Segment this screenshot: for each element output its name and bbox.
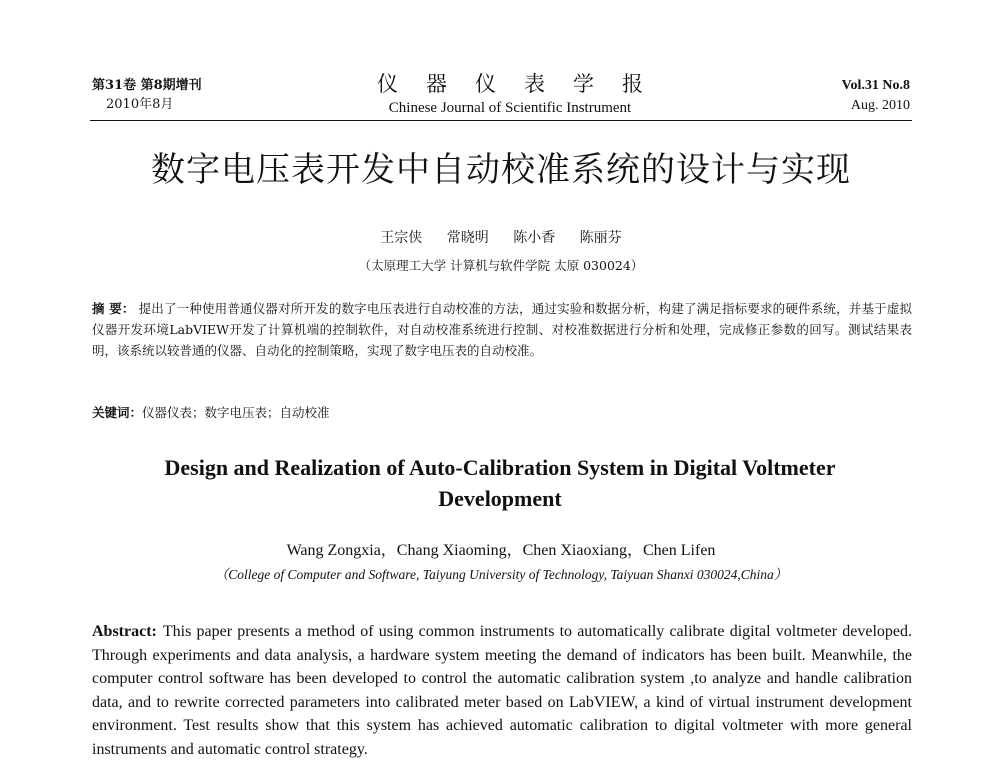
abstract-en-label: Abstract: (92, 623, 157, 640)
abstract-en-text: This paper presents a method of using common instruments to automatically calibrate digital voltmeter developed. Through experiments and data analysis, a hardware system meeting the demand of indicators has been built. Meanwhile, the computer control software has been developed to control the automatic calibration system ,to analyze and handle calibration data, and to rewrite corrected parameters into calibrated meter based on LabVIEW, a kind of virtual instrument development environment. Test results show that this system has achieved automatic calibration to digital voltmeter with more general instruments and automatic control strategy. (92, 623, 912, 758)
authors-cn: 王宗侠 常晓明 陈小香 陈丽芬 (380, 230, 622, 246)
affiliation-en: （College of Computer and Software, Taiyung University of Technology, Taiyuan Shanxi 030024,China） (214, 567, 788, 582)
paper-title-cn: 数字电压表开发中自动校准系统的设计与实现 (151, 150, 851, 190)
volume-en: Vol.31 No.8 (841, 78, 910, 93)
keywords-cn-label: 关键词： (92, 405, 143, 420)
volume-issue-cn: 第31卷 第8期增刊 (92, 78, 202, 93)
keywords-cn-text: 仪器仪表；数字电压表；自动校准 (142, 405, 330, 420)
affiliation-cn: （太原理工大学 计算机与软件学院 太原 030024） (358, 258, 644, 273)
date-en: Aug. 2010 (850, 98, 910, 113)
journal-name-cn: 仪器仪表学报 (377, 72, 671, 96)
journal-issue-en (842, 76, 910, 116)
abstract-cn (92, 298, 912, 361)
journal-name-en: Chinese Journal of Scientific Instrument (388, 100, 632, 116)
paper-title-en: Design and Realization of Auto-Calibration System in Digital Voltmeter Development (164, 455, 836, 511)
keywords-cn (92, 404, 912, 422)
abstract-cn-text: 提出了一种使用普通仪器对所开发的数字电压表进行自动校准的方法，通过实验和数据分析，构建了满足指标要求的硬件系统，并基于虚拟仪器开发环境LabVIEW开发了计算机端的控制软件，对自动校准系统进行控制、对校准数据进行分析和处理，完成修正参数的回写。测试结果表明，该系统以较普通的仪器、自动化的控制策略，实现了数字电压表的自动校准。 (92, 301, 912, 358)
authors-en: Wang Zongxia，Chang Xiaoming，Chen Xiaoxiang，Chen Lifen (286, 542, 716, 559)
journal-name (340, 70, 680, 118)
date-cn: 2010年8月 (106, 97, 174, 112)
abstract-cn-label: 摘 要： (92, 301, 135, 316)
journal-issue-cn (92, 76, 202, 114)
header-rule (90, 120, 912, 121)
abstract-en (92, 620, 912, 761)
